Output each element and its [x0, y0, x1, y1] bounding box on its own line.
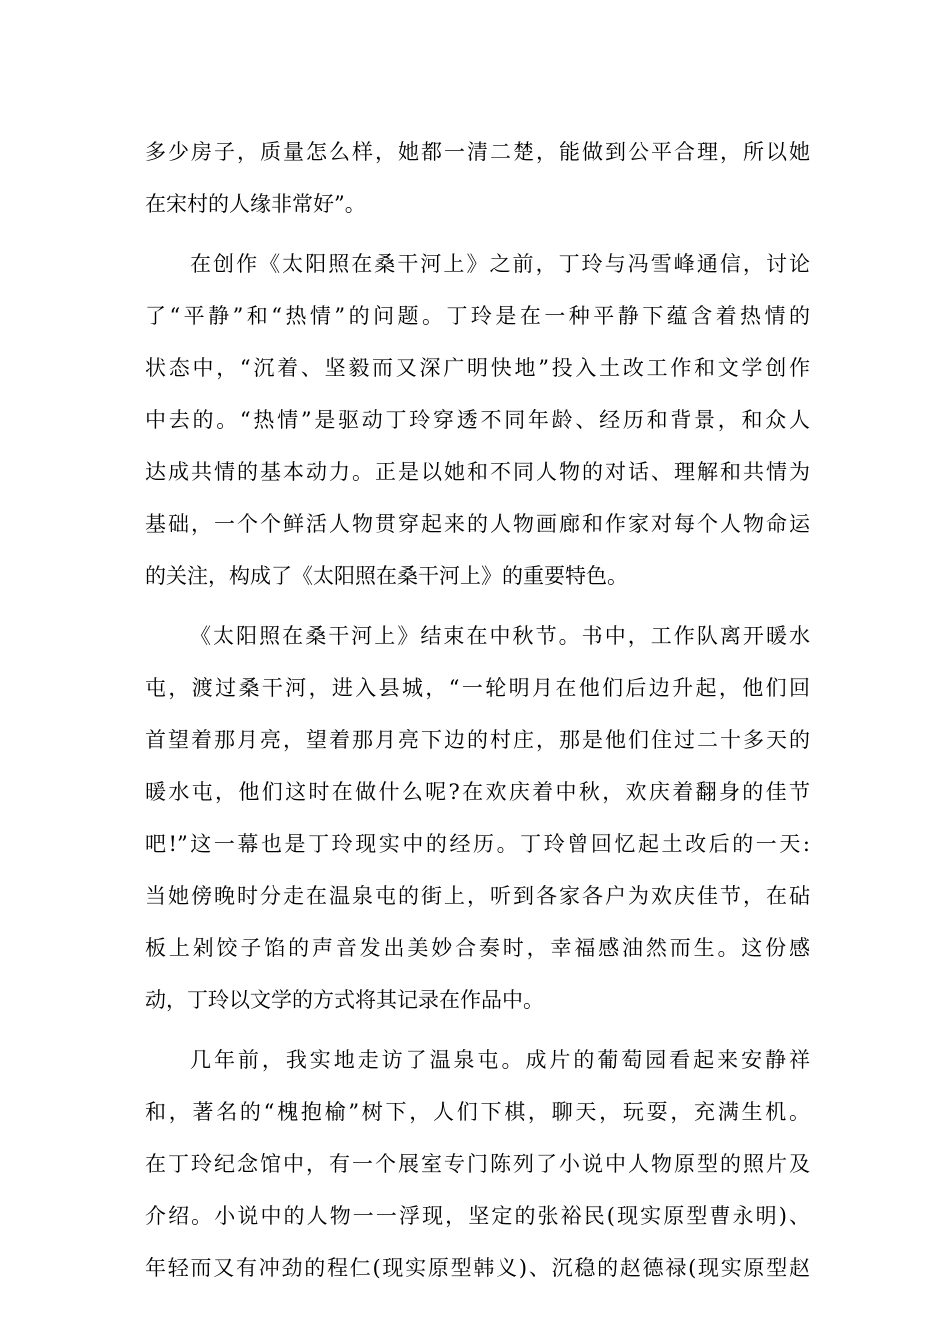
text-line: 板上剁饺子馅的声音发出美妙合奏时，幸福感油然而生。这份感	[145, 936, 810, 960]
text-line: 和，著名的“槐抱榆”树下，人们下棋，聊天，玩耍，充满生机。	[145, 1100, 810, 1124]
paragraph	[145, 610, 810, 1026]
text-line: 几年前，我实地走访了温泉屯。成片的葡萄园看起来安静祥	[190, 1048, 810, 1072]
text-line: 状态中，“沉着、坚毅而又深广明快地”投入土改工作和文学创作	[145, 356, 810, 380]
text-line: 在创作《太阳照在桑干河上》之前，丁玲与冯雪峰通信，讨论	[190, 252, 810, 276]
body-text	[145, 126, 810, 1294]
text-line: 在丁玲纪念馆中，有一个展室专门陈列了小说中人物原型的照片及	[145, 1152, 810, 1176]
paragraph	[145, 1034, 810, 1294]
text-line: 的关注，构成了《太阳照在桑干河上》的重要特色。	[145, 564, 628, 588]
text-line: 吧!”这一幕也是丁玲现实中的经历。丁玲曾回忆起土改后的一天:	[145, 832, 810, 856]
text-line: 中去的。“热情”是驱动丁玲穿透不同年龄、经历和背景，和众人	[145, 408, 810, 432]
text-line: 暖水屯，他们这时在做什么呢?在欢庆着中秋，欢庆着翻身的佳节	[145, 780, 810, 804]
text-line: 介绍。小说中的人物一一浮现，坚定的张裕民(现实原型曹永明)、	[145, 1204, 810, 1228]
text-line: 年轻而又有冲劲的程仁(现实原型韩义)、沉稳的赵德禄(现实原型赵	[145, 1256, 810, 1280]
text-line: 《太阳照在桑干河上》结束在中秋节。书中，工作队离开暖水	[190, 624, 810, 648]
text-line: 了“平静”和“热情”的问题。丁玲是在一种平静下蕴含着热情的	[145, 304, 810, 328]
paragraph	[145, 126, 810, 230]
text-line: 基础，一个个鲜活人物贯穿起来的人物画廊和作家对每个人物命运	[145, 512, 810, 536]
text-line: 多少房子，质量怎么样，她都一清二楚，能做到公平合理，所以她	[145, 140, 810, 164]
text-line: 屯，渡过桑干河，进入县城，“一轮明月在他们后边升起，他们回	[145, 676, 810, 700]
paragraph	[145, 238, 810, 602]
text-line: 达成共情的基本动力。正是以她和不同人物的对话、理解和共情为	[145, 460, 810, 484]
text-line: 首望着那月亮，望着那月亮下边的村庄，那是他们住过二十多天的	[145, 728, 810, 752]
text-line: 动，丁玲以文学的方式将其记录在作品中。	[145, 988, 544, 1012]
text-line: 当她傍晚时分走在温泉屯的街上，听到各家各户为欢庆佳节，在砧	[145, 884, 810, 908]
text-line: 在宋村的人缘非常好”。	[145, 192, 366, 216]
